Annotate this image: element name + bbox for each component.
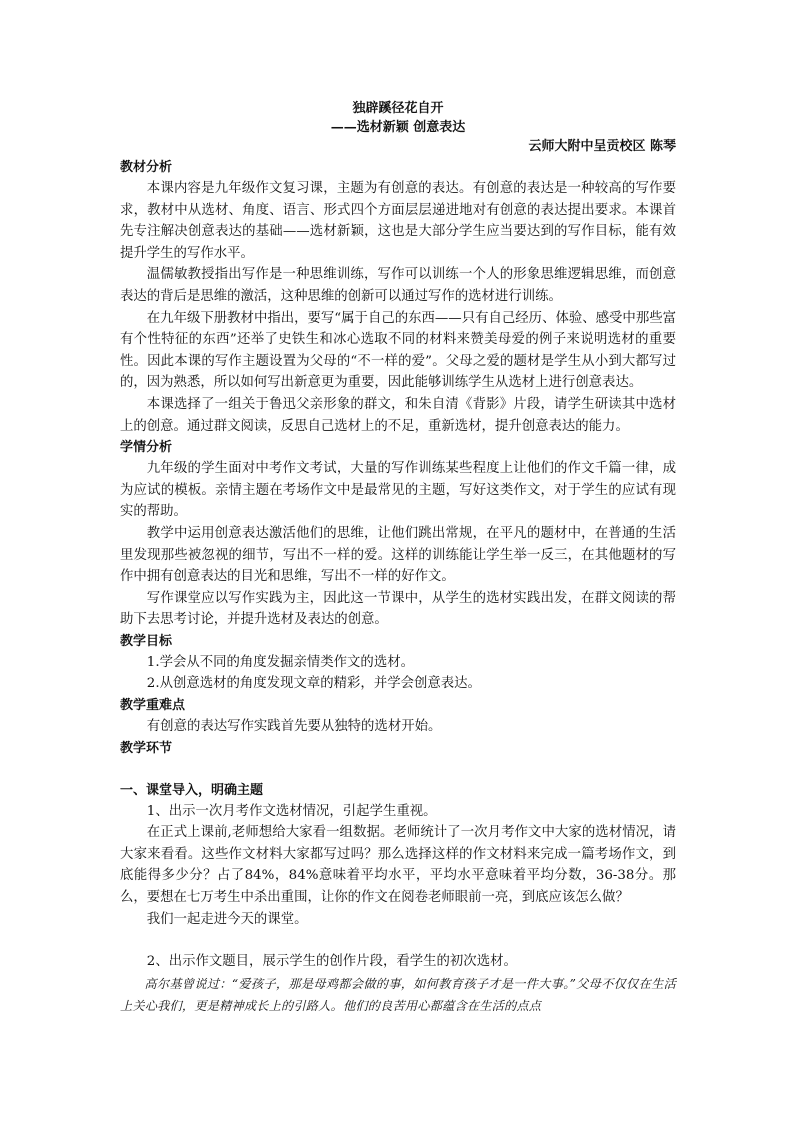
paragraph: 本课选择了一组关于鲁迅父亲形象的群文，和朱自清《背影》片段，请学生研读其中选材上的创意。通过群文阅读，反思自己选材上的不足，重新选材，提升创意表达的能力。 <box>120 396 676 434</box>
document-author: 云师大附中呈贡校区 陈琴 <box>528 139 676 154</box>
student-writing-excerpt: 高尔基曾说过：“爱孩子，那是母鸡都会做的事，如何教育孩子才是一件大事。”父母不仅仅在生活上关心我们，更是精神成长上的引路人。他们的良苦用心都蕴含在生活的点点 <box>120 976 676 1013</box>
paragraph: 在正式上课前,老师想给大家看一组数据。老师统计了一次月考作文中大家的选材情况，请大家来看看。这些作文材料大家都写过吗？那么选择这样的作文材料来完成一篇考场作文，到底能得多少分？占了84%，84%意味着平均水平，平均水平意味着平均分数，36-38分。那么，要想在七万考生中杀出重围，让你的作文在阅卷老师眼前一亮，到底应该怎么做？ <box>120 825 676 906</box>
goal-item: 1.学会从不同的角度发掘亲情类作文的选材。 <box>146 654 414 670</box>
section-heading-key-difficulties: 教学重难点 <box>120 698 186 714</box>
section-heading-introduction: 一、课堂导入，明确主题 <box>120 782 264 798</box>
document-title: 独辟蹊径花自开 <box>352 101 444 116</box>
paragraph: 1、出示一次月考作文选材情况，引起学生重视。 <box>146 803 437 819</box>
paragraph: 在九年级下册教材中指出，要写“属于自己的东西——只有自己经历、体验、感受中那些富有个性特征的东西”还举了史铁生和冰心选取不同的材料来赞美母爱的例子来说明选材的重要性。因此本课的写作主题设置为父母的“不一样的爱”。父母之爱的题材是学生从小到大都写过的，因为熟悉，所以如何写出新意更为重要，因此能够训练学生从选材上进行创意表达。 <box>120 310 676 391</box>
paragraph: 写作课堂应以写作实践为主，因此这一节课中，从学生的选材实践出发，在群文阅读的帮助下去思考讨论，并提升选材及表达的创意。 <box>120 590 676 628</box>
paragraph: 教学中运用创意表达激活他们的思维，让他们跳出常规，在平凡的题材中，在普通的生活里发现那些被忽视的细节，写出不一样的爱。这样的训练能让学生举一反三，在其他题材的写作中拥有创意表达的目光和思维，写出不一样的好作文。 <box>120 525 676 585</box>
paragraph: 2、出示作文题目，展示学生的创作片段，看学生的初次选材。 <box>146 954 517 970</box>
blank-line <box>120 759 676 780</box>
section-heading-teaching-goals: 教学目标 <box>120 633 173 649</box>
document-subtitle: ——选材新颖 创意表达 <box>330 120 466 135</box>
goal-item: 2.从创意选材的角度发现文章的精彩，并学会创意表达。 <box>146 676 481 692</box>
document-body <box>120 93 676 1017</box>
paragraph: 本课内容是九年级作文复习课，主题为有创意的表达。有创意的表达是一种较高的写作要求，教材中从选材、角度、语言、形式四个方面层层递进地对有创意的表达提出要求。本课首先专注解决创意表达的基础——选材新颖，这也是大部分学生应当要达到的写作目标，能有效提升学生的写作水平。 <box>120 181 676 261</box>
paragraph: 温儒敏教授指出写作是一种思维训练，写作可以训练一个人的形象思维逻辑思维，而创意表达的背后是思维的激活，这种思维的创新可以通过写作的选材进行训练。 <box>120 267 676 304</box>
section-heading-teaching-steps: 教学环节 <box>120 740 173 756</box>
section-heading-student-analysis: 学情分析 <box>120 440 173 456</box>
paragraph: 有创意的表达写作实践首先要从独特的选材开始。 <box>146 719 442 735</box>
section-heading-textbook-analysis: 教材分析 <box>120 160 173 175</box>
blank-line <box>120 930 676 951</box>
paragraph: 九年级的学生面对中考作文考试，大量的写作训练某些程度上让他们的作文千篇一律，成为应试的模板。亲情主题在考场作文中是最常见的主题，写好这类作文，对于学生的应试有现实的帮助。 <box>120 461 676 520</box>
paragraph: 我们一起走进今天的课堂。 <box>146 911 308 927</box>
